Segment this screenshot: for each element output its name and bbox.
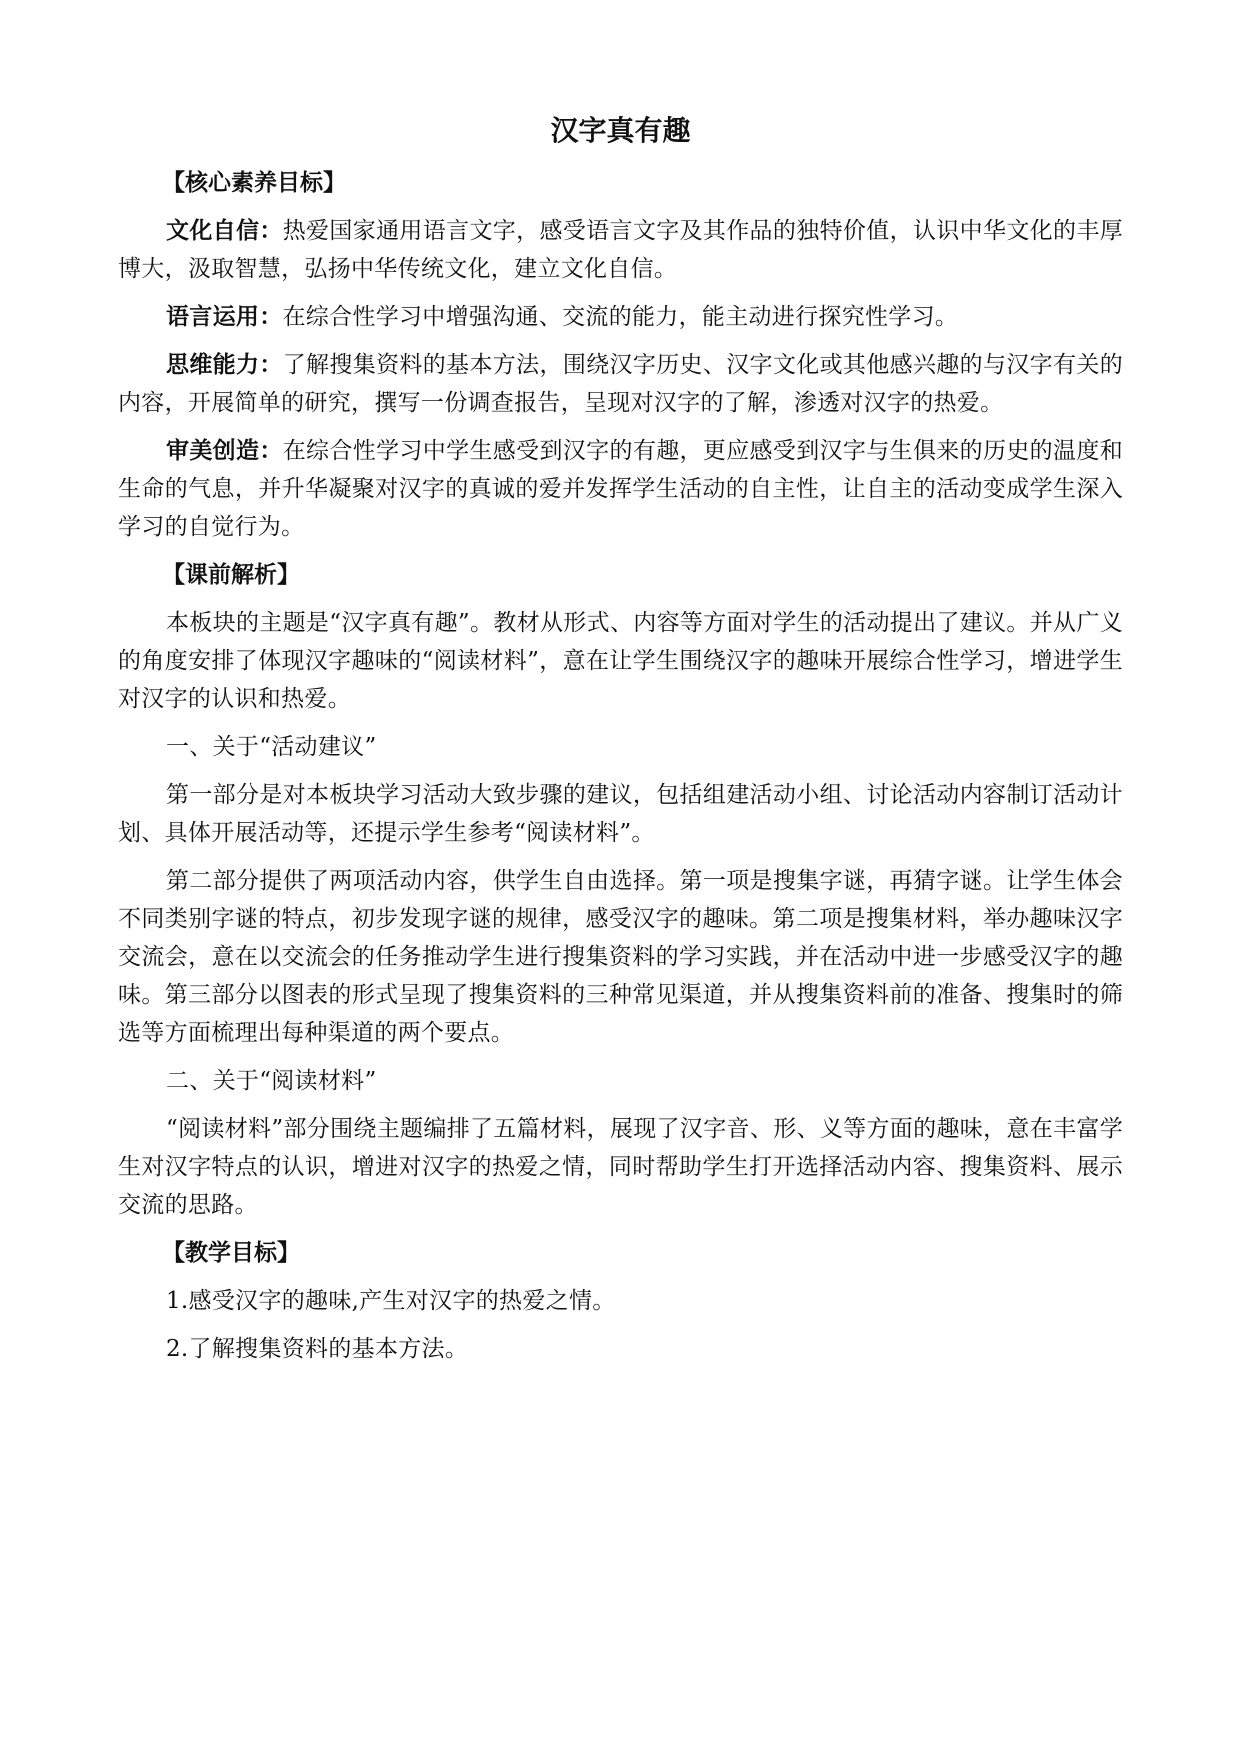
core-goal-lead: 审美创造： bbox=[166, 438, 283, 464]
subheading-paragraph: 二、关于“阅读材料” bbox=[166, 1068, 377, 1094]
teaching-goal-item: 2.了解搜集资料的基本方法。 bbox=[166, 1336, 469, 1362]
core-goal-paragraph bbox=[118, 298, 1123, 336]
body-paragraph: 第一部分是对本板块学习活动大致步骤的建议，包括组建活动小组、讨论活动内容制订活动计划、具体开展活动等，还提示学生参考“阅读材料”。 bbox=[118, 782, 1123, 846]
document-title: 汉字真有趣 bbox=[550, 114, 691, 147]
body-paragraph: 第二部分提供了两项活动内容，供学生自由选择。第一项是搜集字谜，再猜字谜。让学生体会不同类别字谜的特点，初步发现字谜的规律，感受汉字的趣味。第二项是搜集材料，举办趣味汉字交流会，意在以交流会的任务推动学生进行搜集资料的学习实践，并在活动中进一步感受汉字的趣味。第三部分以图表的形式呈现了搜集资料的三种常见渠道，并从搜集资料前的准备、搜集时的筛选等方面梳理出每种渠道的两个要点。 bbox=[118, 868, 1123, 1046]
core-goal-lead: 语言运用： bbox=[166, 304, 283, 330]
subheading-paragraph: 一、关于“活动建议” bbox=[166, 734, 377, 760]
section-heading-teaching-goals: 【教学目标】 bbox=[162, 1240, 300, 1266]
document-page bbox=[118, 108, 1123, 1378]
core-goal-lead: 文化自信： bbox=[166, 218, 283, 244]
core-goal-paragraph bbox=[118, 212, 1123, 288]
core-goal-text: 了解搜集资料的基本方法，围绕汉字历史、汉字文化或其他感兴趣的与汉字有关的内容，开展简单的研究，撰写一份调查报告，呈现对汉字的了解，渗透对汉字的热爱。 bbox=[118, 352, 1123, 416]
body-paragraph: “阅读材料”部分围绕主题编排了五篇材料，展现了汉字音、形、义等方面的趣味，意在丰富学生对汉字特点的认识，增进对汉字的热爱之情，同时帮助学生打开选择活动内容、搜集资料、展示交流的思路。 bbox=[118, 1116, 1123, 1218]
core-goal-lead: 思维能力： bbox=[166, 352, 283, 378]
core-goal-text: 在综合性学习中增强沟通、交流的能力，能主动进行探究性学习。 bbox=[282, 304, 959, 330]
core-goal-paragraph bbox=[118, 346, 1123, 422]
core-goal-text: 热爱国家通用语言文字，感受语言文字及其作品的独特价值，认识中华文化的丰厚博大，汲取智慧，弘扬中华传统文化，建立文化自信。 bbox=[118, 218, 1123, 282]
core-goal-paragraph bbox=[118, 432, 1123, 546]
section-heading-core-goals: 【核心素养目标】 bbox=[162, 170, 346, 196]
body-paragraph: 本板块的主题是“汉字真有趣”。教材从形式、内容等方面对学生的活动提出了建议。并从广义的角度安排了体现汉字趣味的“阅读材料”，意在让学生围绕汉字的趣味开展综合性学习，增进学生对汉字的认识和热爱。 bbox=[118, 610, 1123, 712]
teaching-goal-item: 1.感受汉字的趣味,产生对汉字的热爱之情。 bbox=[166, 1288, 616, 1314]
core-goal-text: 在综合性学习中学生感受到汉字的有趣，更应感受到汉字与生俱来的历史的温度和生命的气息，并升华凝聚对汉字的真诚的爱并发挥学生活动的自主性，让自主的活动变成学生深入学习的自觉行为。 bbox=[118, 438, 1123, 540]
teaching-goal-list bbox=[118, 1282, 1123, 1368]
section-heading-pre-class: 【课前解析】 bbox=[162, 562, 300, 588]
